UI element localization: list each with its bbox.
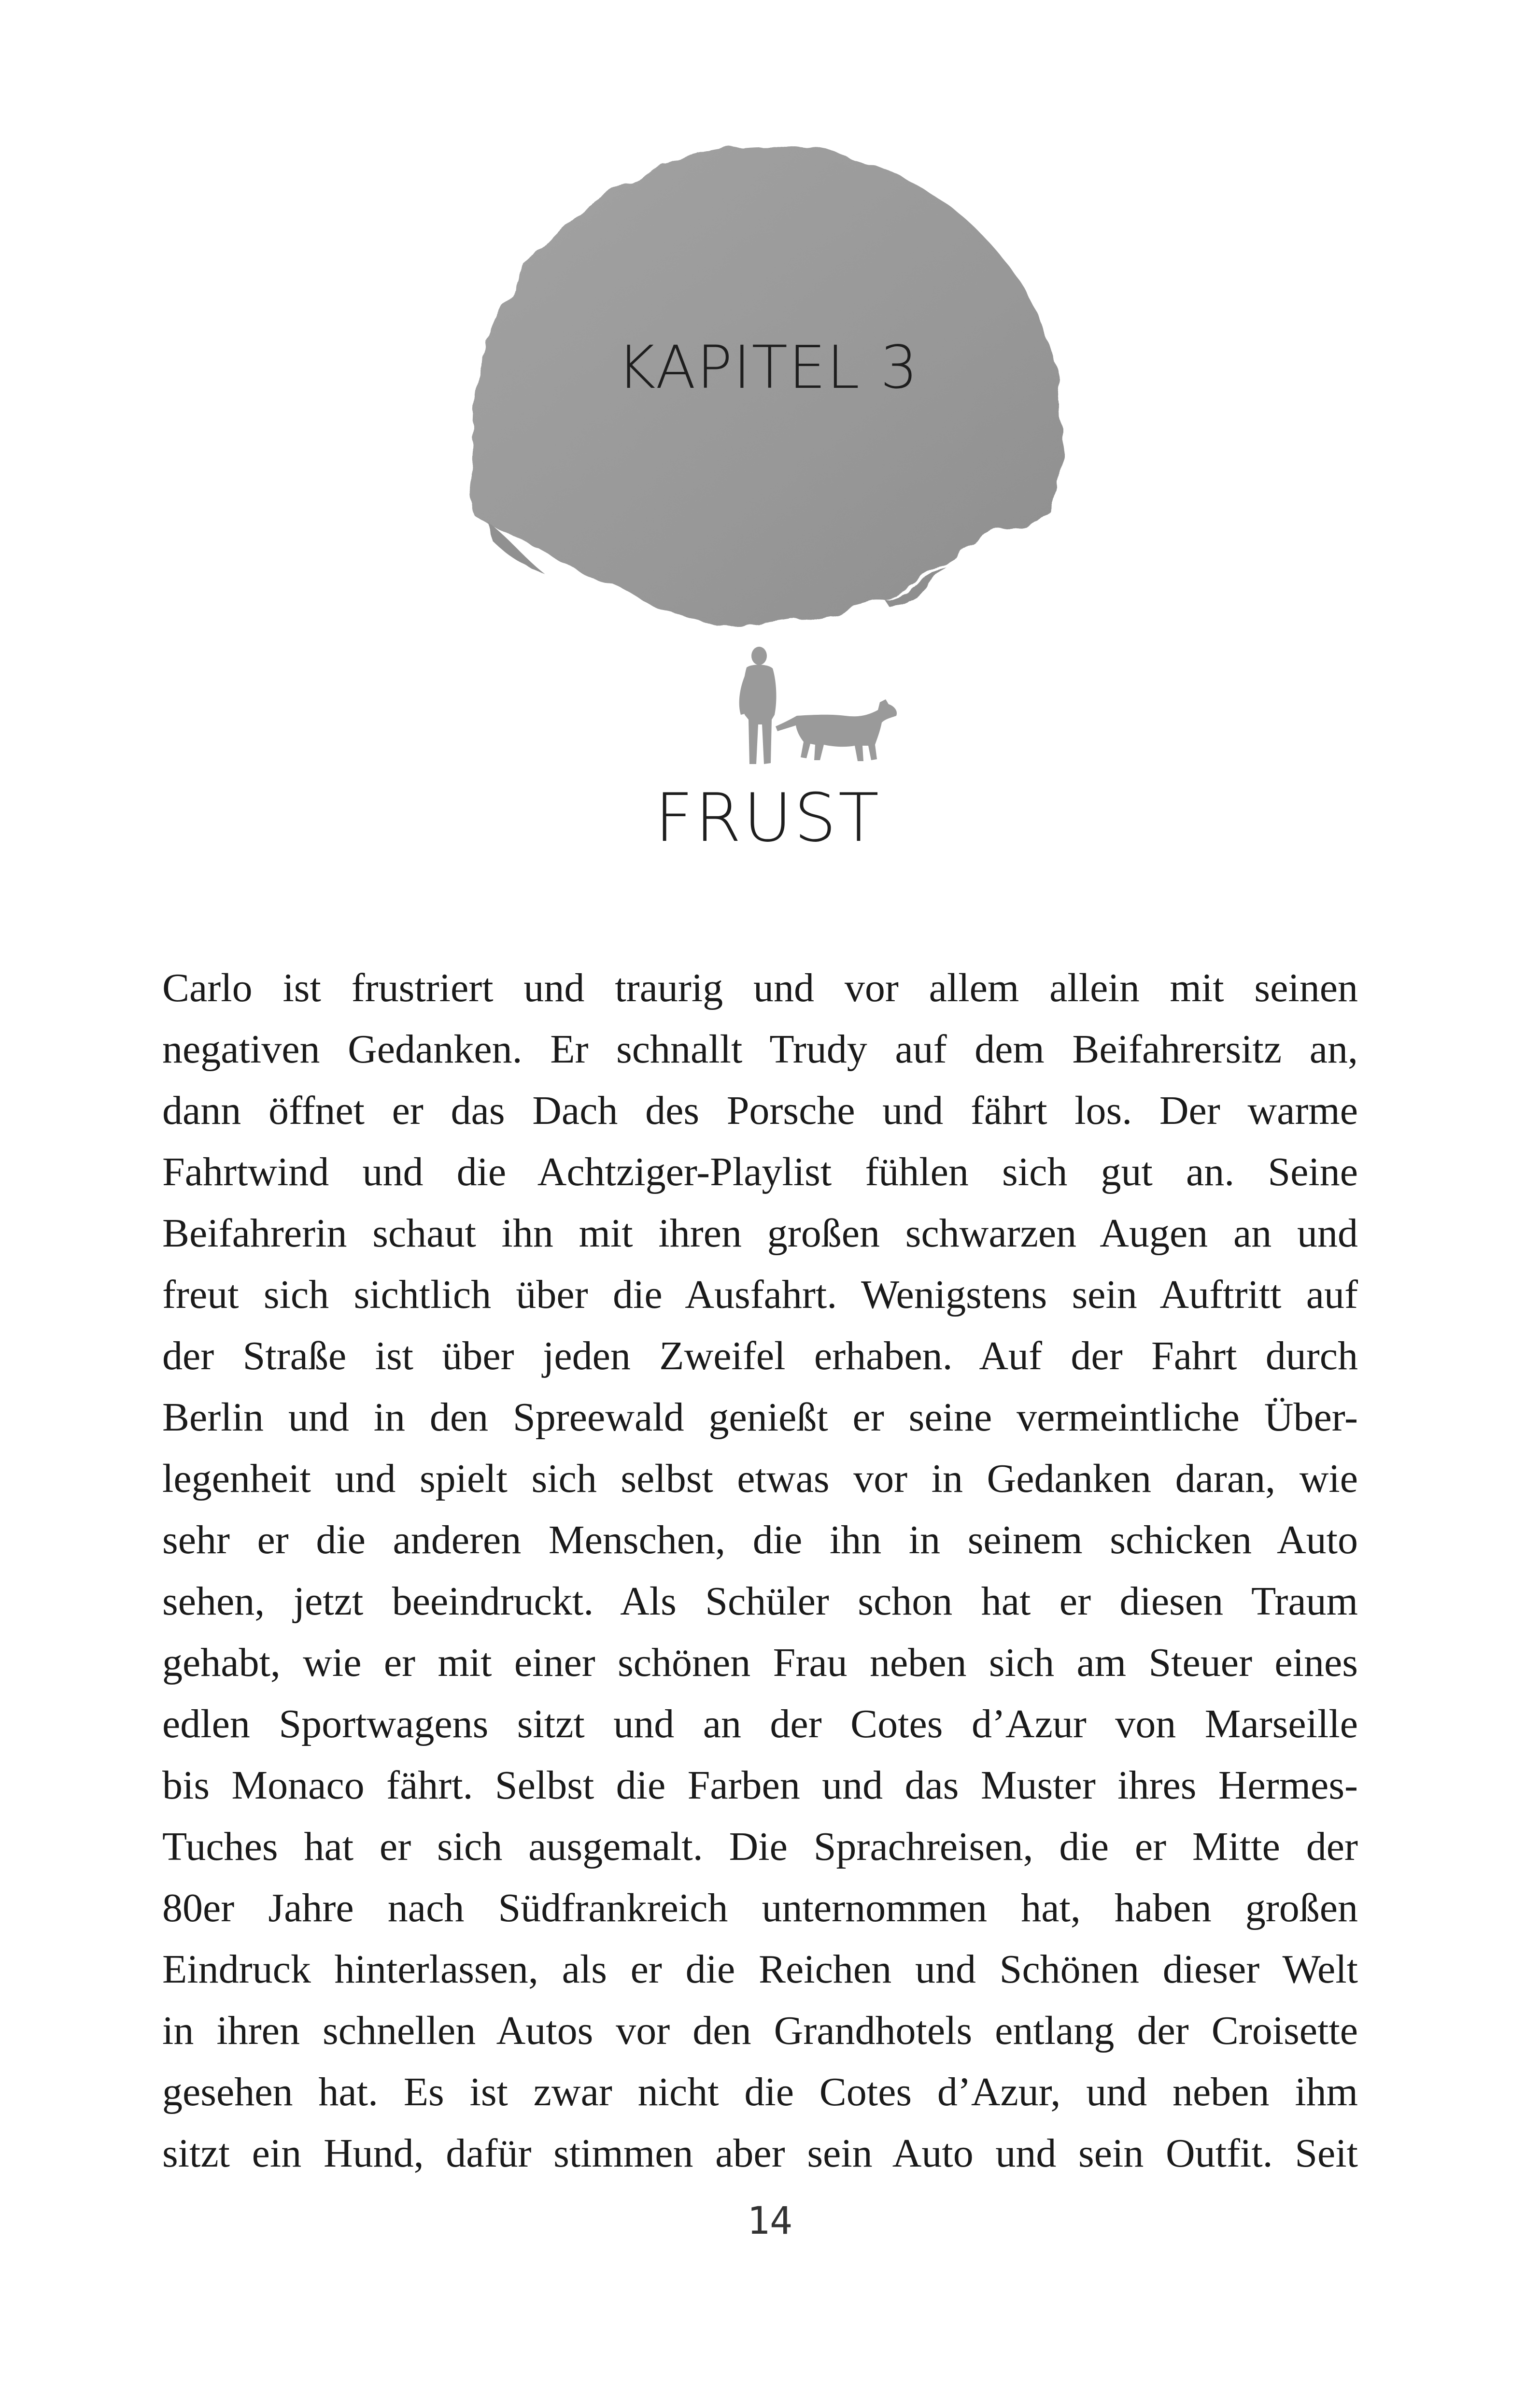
man-and-dog-illustration: [724, 642, 918, 773]
text-line: Beifahrerin schaut ihn mit ihren großen schwarzen Augen an und: [162, 1211, 1358, 1256]
text-line: Carlo ist frustriert und traurig und vor allem allein mit seinen: [162, 965, 1358, 1010]
text-line: 80er Jahre nach Südfrankreich unternommen hat, haben großen: [162, 1886, 1358, 1930]
text-line: bis Monaco fährt. Selbst die Farben und das Muster ihres Hermes-: [162, 1763, 1358, 1808]
text-line: Eindruck hinterlassen, als er die Reichen und Schönen dieser Welt: [162, 1947, 1358, 1992]
page-number: 14: [747, 2199, 792, 2243]
text-line: freut sich sichtlich über die Ausfahrt. Wenigstens sein Auftritt auf: [162, 1272, 1358, 1317]
text-line: edlen Sportwagens sitzt und an der Cotes d’Azur von Marseille: [162, 1701, 1358, 1746]
body-text: [162, 957, 1358, 2184]
text-line: sehen, jetzt beeindruckt. Als Schüler schon hat er diesen Traum: [162, 1579, 1358, 1624]
text-line: legenheit und spielt sich selbst etwas vor in Gedanken daran, wie: [162, 1456, 1358, 1501]
text-line: dann öffnet er das Dach des Porsche und fährt los. Der warme: [162, 1088, 1358, 1133]
text-line: der Straße ist über jeden Zweifel erhaben. Auf der Fahrt durch: [162, 1333, 1358, 1378]
text-line: negativen Gedanken. Er schnallt Trudy auf dem Beifahrersitz an,: [162, 1027, 1358, 1072]
chapter-number: KAPITEL 3: [617, 333, 919, 402]
text-line: sehr er die anderen Menschen, die ihn in seinem schicken Auto: [162, 1517, 1358, 1562]
text-line: in ihren schnellen Autos vor den Grandhotels entlang der Croisette: [162, 2008, 1358, 2053]
text-line: sitzt ein Hund, dafür stimmen aber sein Auto und sein Outfit. Seit: [162, 2131, 1358, 2176]
text-line: Tuches hat er sich ausgemalt. Die Sprachreisen, die er Mitte der: [162, 1824, 1358, 1869]
text-line: Fahrtwind und die Achtziger-Playlist fühlen sich gut an. Seine: [162, 1149, 1358, 1194]
text-line: Berlin und in den Spreewald genießt er seine vermeintliche Über-: [162, 1395, 1358, 1440]
text-line: gesehen hat. Es ist zwar nicht die Cotes d’Azur, und neben ihm: [162, 2070, 1358, 2114]
chapter-title: FRUST: [654, 779, 881, 857]
text-line: gehabt, wie er mit einer schönen Frau neben sich am Steuer eines: [162, 1640, 1358, 1685]
